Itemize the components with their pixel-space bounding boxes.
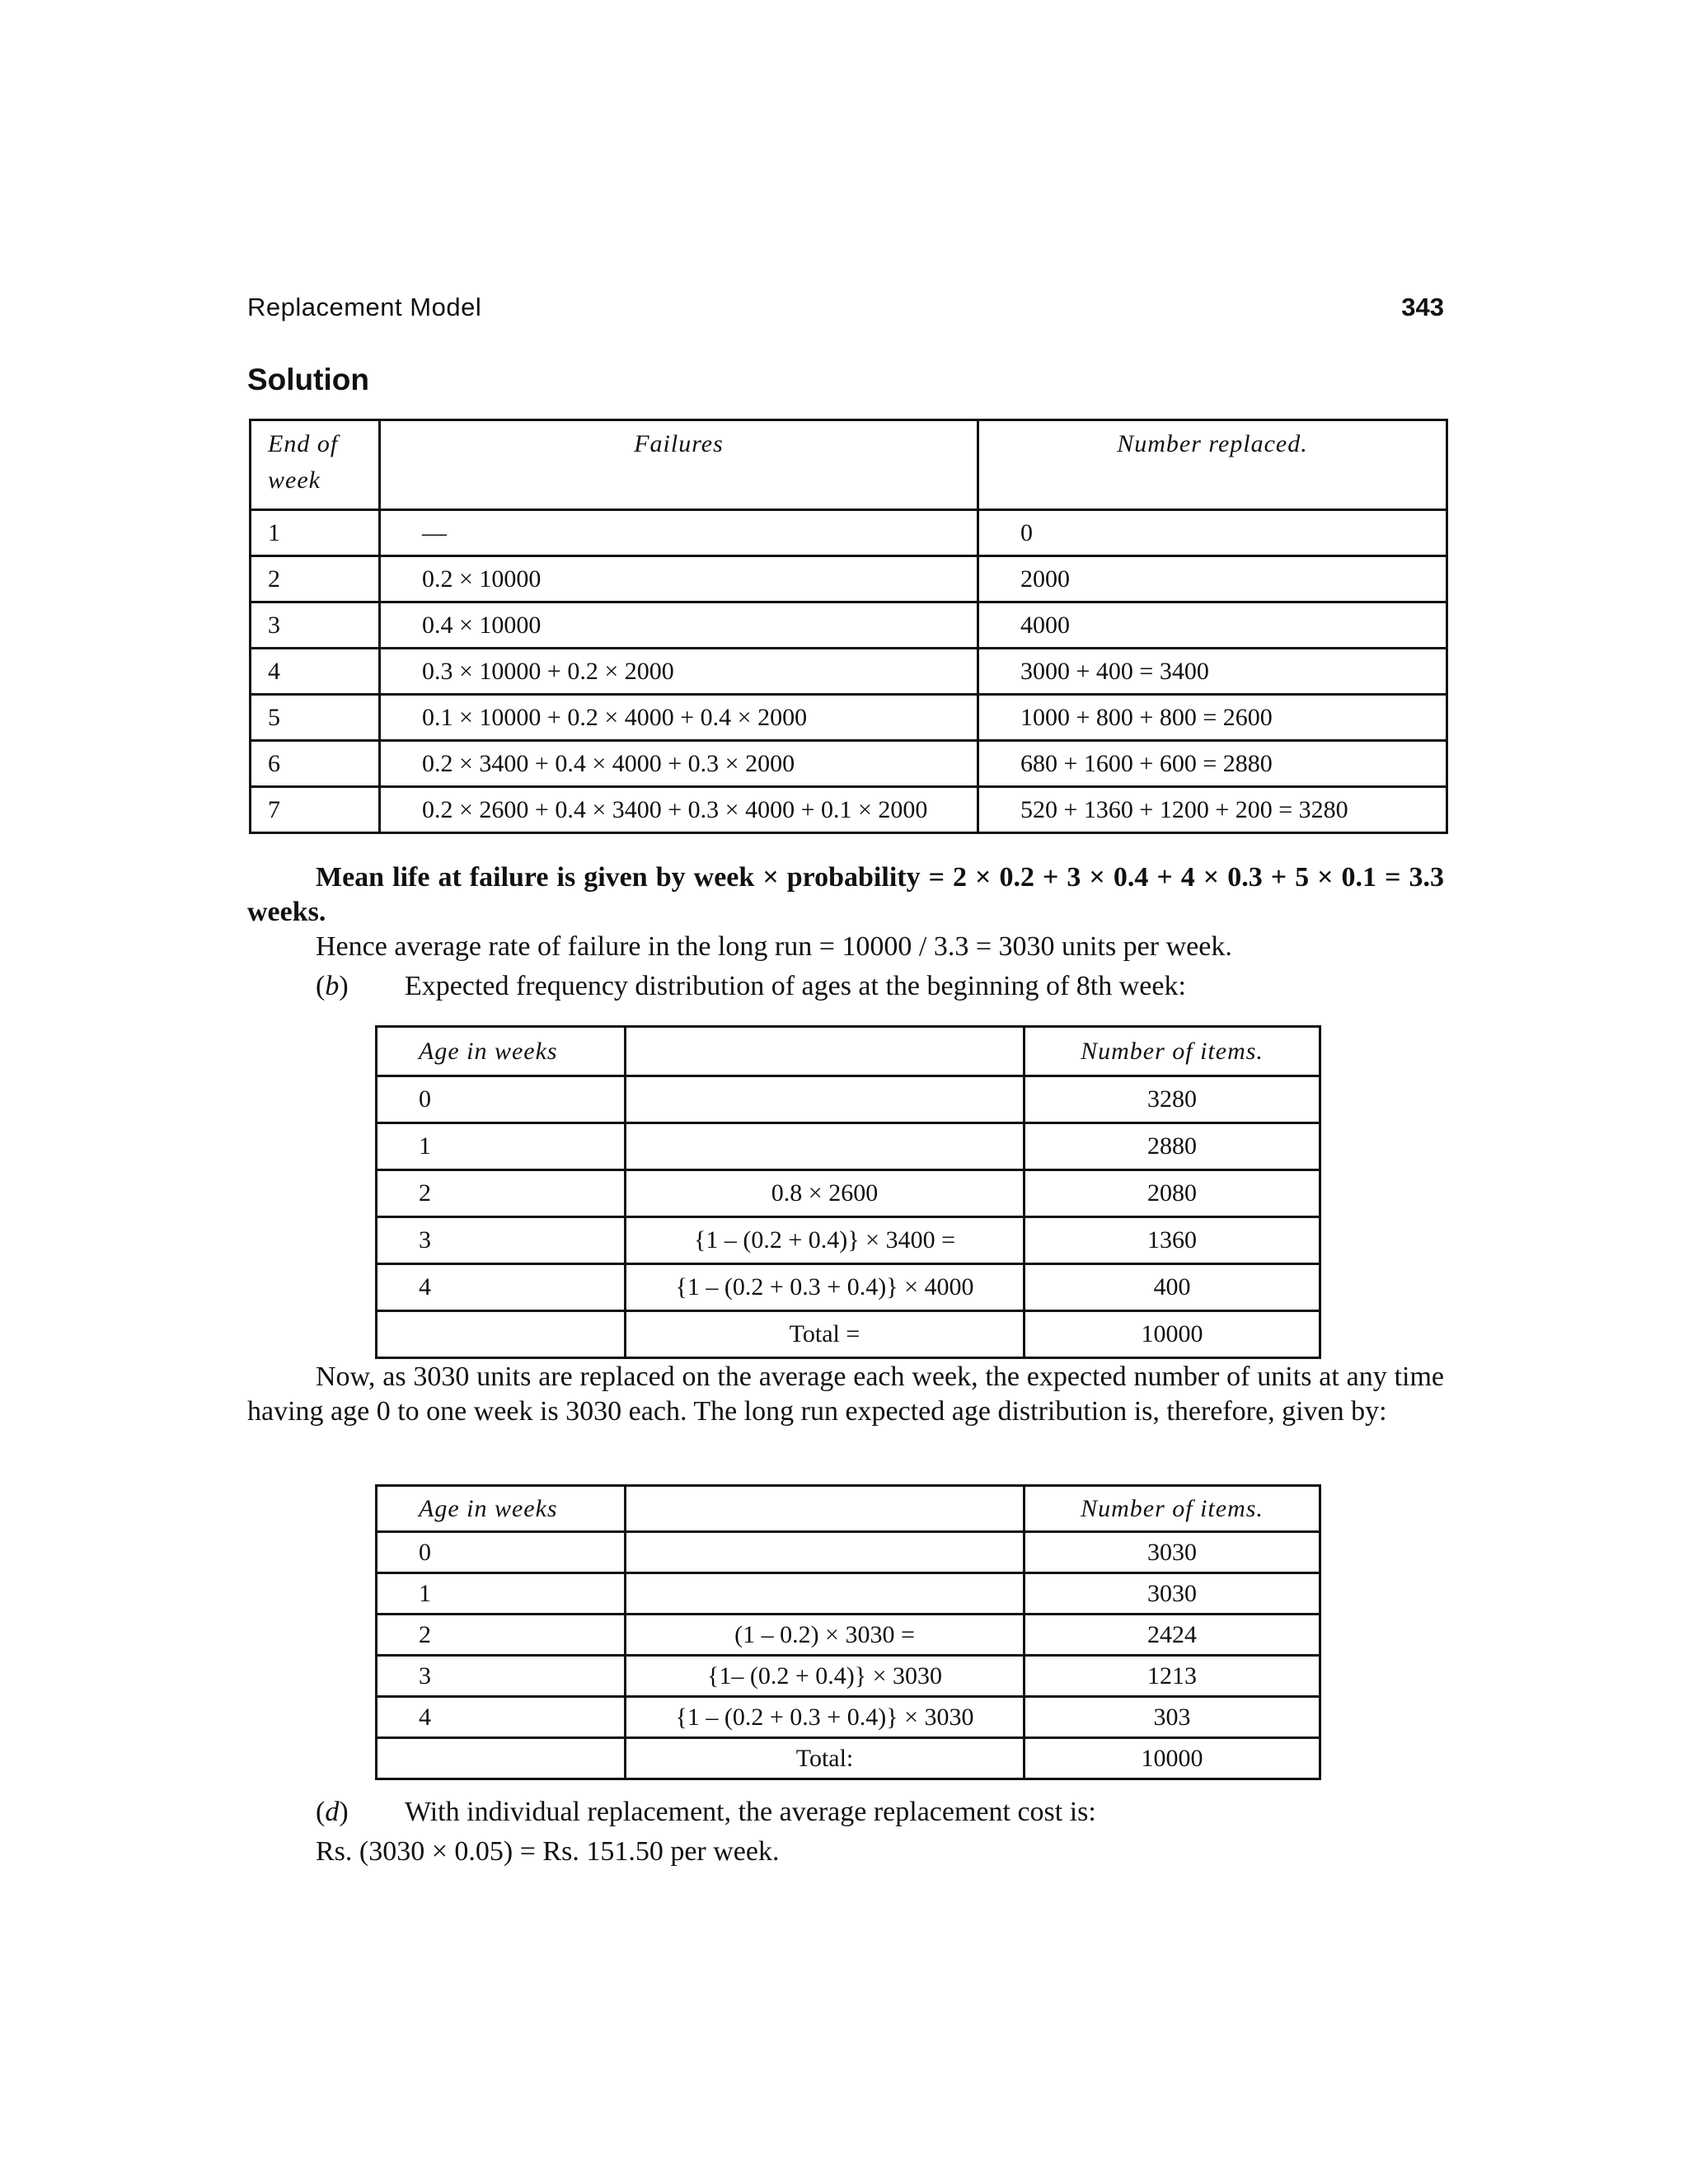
part-b-line — [316, 969, 1186, 1004]
items-cell: 1360 — [1025, 1217, 1320, 1264]
calculation-cell — [626, 1532, 1025, 1573]
calculation-cell: (1 – 0.2) × 3030 = — [626, 1615, 1025, 1656]
replaced-cell: 0 — [978, 510, 1447, 556]
items-cell: 400 — [1025, 1264, 1320, 1311]
table-row — [251, 741, 1447, 787]
table-row — [377, 1264, 1320, 1311]
header-number-of-items: Number of items. — [1025, 1486, 1320, 1532]
table-row — [251, 649, 1447, 695]
table-row — [377, 1573, 1320, 1615]
header-number-of-items: Number of items. — [1025, 1027, 1320, 1076]
table-total-row — [377, 1311, 1320, 1358]
table-row — [251, 787, 1447, 833]
items-cell: 3030 — [1025, 1573, 1320, 1615]
age-cell: 1 — [377, 1573, 626, 1615]
replaced-cell: 520 + 1360 + 1200 + 200 = 3280 — [978, 787, 1447, 833]
table-row — [377, 1656, 1320, 1697]
week-cell: 4 — [251, 649, 380, 695]
age-distribution-table-8th-week — [375, 1025, 1321, 1359]
table-row — [377, 1697, 1320, 1738]
failures-cell: 0.1 × 10000 + 0.2 × 4000 + 0.4 × 2000 — [380, 695, 978, 741]
failures-cell: 0.2 × 10000 — [380, 556, 978, 602]
week-cell: 2 — [251, 556, 380, 602]
calculation-cell: {1 – (0.2 + 0.3 + 0.4)} × 4000 — [626, 1264, 1025, 1311]
table-row — [377, 1217, 1320, 1264]
page-number: 343 — [1401, 293, 1444, 321]
failures-cell: 0.3 × 10000 + 0.2 × 2000 — [380, 649, 978, 695]
calculation-cell — [626, 1123, 1025, 1170]
week-cell: 6 — [251, 741, 380, 787]
table-row — [377, 1532, 1320, 1573]
header-calculation — [626, 1486, 1025, 1532]
items-cell: 3280 — [1025, 1076, 1320, 1123]
cost-line: Rs. (3030 × 0.05) = Rs. 151.50 per week. — [316, 1836, 780, 1867]
items-cell: 2424 — [1025, 1615, 1320, 1656]
table-total-row — [377, 1738, 1320, 1779]
replaced-cell: 1000 + 800 + 800 = 2600 — [978, 695, 1447, 741]
header-end-of-week: End of week — [251, 420, 380, 510]
table-row — [251, 602, 1447, 649]
calculation-cell: {1 – (0.2 + 0.3 + 0.4)} × 3030 — [626, 1697, 1025, 1738]
part-d-line — [316, 1795, 1096, 1830]
failures-cell: — — [380, 510, 978, 556]
week-cell: 3 — [251, 602, 380, 649]
table-row — [377, 1076, 1320, 1123]
table-header-row — [251, 420, 1447, 510]
page-header — [247, 293, 1444, 329]
replaced-cell: 2000 — [978, 556, 1447, 602]
long-run-paragraph: Now, as 3030 units are replaced on the average each week, the expected number of units at any time having age 0 to one week is 3030 each. The long run expected age distribution is, therefore, given by: — [247, 1361, 1444, 1427]
items-cell: 1213 — [1025, 1656, 1320, 1697]
total-label-cell: Total = — [626, 1311, 1025, 1358]
header-calculation — [626, 1027, 1025, 1076]
part-d-label: (d) — [316, 1797, 349, 1827]
calculation-cell: {1 – (0.2 + 0.4)} × 3400 = — [626, 1217, 1025, 1264]
table-row — [377, 1170, 1320, 1217]
replaced-cell: 3000 + 400 = 3400 — [978, 649, 1447, 695]
week-cell: 1 — [251, 510, 380, 556]
total-value-cell: 10000 — [1025, 1311, 1320, 1358]
total-label-cell: Total: — [626, 1738, 1025, 1779]
total-value-cell: 10000 — [1025, 1738, 1320, 1779]
failures-cell: 0.4 × 10000 — [380, 602, 978, 649]
part-d-text: With individual replacement, the average replacement cost is: — [405, 1797, 1096, 1827]
calculation-cell: 0.8 × 2600 — [626, 1170, 1025, 1217]
table-header-row — [377, 1486, 1320, 1532]
part-b-label: (b) — [316, 971, 349, 1001]
calculation-cell — [626, 1573, 1025, 1615]
age-cell: 1 — [377, 1123, 626, 1170]
table-header-row — [377, 1027, 1320, 1076]
items-cell: 2080 — [1025, 1170, 1320, 1217]
age-cell — [377, 1311, 626, 1358]
replaced-cell: 4000 — [978, 602, 1447, 649]
header-failures: Failures — [380, 420, 978, 510]
long-run-age-distribution-table — [375, 1484, 1321, 1780]
section-title: Solution — [247, 363, 369, 396]
failures-cell: 0.2 × 3400 + 0.4 × 4000 + 0.3 × 2000 — [380, 741, 978, 787]
age-cell: 0 — [377, 1532, 626, 1573]
calculation-cell — [626, 1076, 1025, 1123]
age-cell — [377, 1738, 626, 1779]
age-cell: 4 — [377, 1697, 626, 1738]
header-number-replaced: Number replaced. — [978, 420, 1447, 510]
header-age-in-weeks: Age in weeks — [377, 1486, 626, 1532]
age-cell: 0 — [377, 1076, 626, 1123]
items-cell: 2880 — [1025, 1123, 1320, 1170]
age-cell: 2 — [377, 1615, 626, 1656]
age-cell: 3 — [377, 1656, 626, 1697]
week-cell: 7 — [251, 787, 380, 833]
calculation-cell: {1– (0.2 + 0.4)} × 3030 — [626, 1656, 1025, 1697]
table-row — [377, 1615, 1320, 1656]
replaced-cell: 680 + 1600 + 600 = 2880 — [978, 741, 1447, 787]
failures-cell: 0.2 × 2600 + 0.4 × 3400 + 0.3 × 4000 + 0.1 × 2000 — [380, 787, 978, 833]
week-cell: 5 — [251, 695, 380, 741]
average-rate-line: Hence average rate of failure in the long run = 10000 / 3.3 = 3030 units per week. — [316, 931, 1232, 962]
age-cell: 3 — [377, 1217, 626, 1264]
age-cell: 4 — [377, 1264, 626, 1311]
header-age-in-weeks: Age in weeks — [377, 1027, 626, 1076]
running-head: Replacement Model — [247, 293, 482, 321]
table-row — [251, 556, 1447, 602]
failures-table — [249, 419, 1448, 834]
table-row — [251, 695, 1447, 741]
mean-life-paragraph: Mean life at failure is given by week × probability = 2 × 0.2 + 3 × 0.4 + 4 × 0.3 + 5 × 0.1 = 3.3 weeks. — [247, 862, 1444, 927]
items-cell: 303 — [1025, 1697, 1320, 1738]
age-cell: 2 — [377, 1170, 626, 1217]
items-cell: 3030 — [1025, 1532, 1320, 1573]
part-b-text: Expected frequency distribution of ages at the beginning of 8th week: — [405, 971, 1186, 1001]
table-row — [377, 1123, 1320, 1170]
table-row — [251, 510, 1447, 556]
